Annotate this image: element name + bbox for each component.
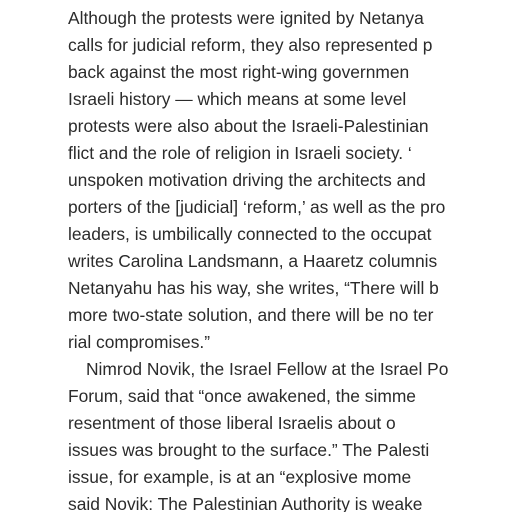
- paragraph-line: protests were also about the Israeli-Palestinian: [68, 116, 429, 136]
- paragraph-line: unspoken motivation driving the architects and: [68, 170, 426, 190]
- paragraph-line: Israeli history — which means at some level: [68, 89, 407, 109]
- paragraph-line: back against the most right-wing governmen: [68, 62, 410, 82]
- paragraph-line: said Novik: The Palestinian Authority is weake: [68, 494, 423, 512]
- paragraph-line: flict and the role of religion in Israeli society. ‘: [68, 143, 412, 163]
- paragraph-line: rial compromises.”: [68, 332, 211, 352]
- paragraph-line: porters of the [judicial] ‘reform,’ as well as the pro: [68, 197, 446, 217]
- paragraph-line: Forum, said that “once awakened, the simme: [68, 386, 416, 406]
- paragraph-line: writes Carolina Landsmann, a Haaretz columnis: [68, 251, 438, 271]
- paragraph-first-line: Nimrod Novik, the Israel Fellow at the Israel Po: [86, 359, 449, 379]
- paragraph-line: Although the protests were ignited by Netanya: [68, 8, 424, 28]
- paragraph-line: issues was brought to the surface.” The Palesti: [68, 440, 430, 460]
- paragraph-line: Netanyahu has his way, she writes, “There will b: [68, 278, 439, 298]
- paragraph-line: resentment of those liberal Israelis about o: [68, 413, 396, 433]
- paragraph-line: issue, for example, is at an “explosive mome: [68, 467, 412, 487]
- paragraph-line: calls for judicial reform, they also represented p: [68, 35, 433, 55]
- paragraph-line: leaders, is umbilically connected to the occupat: [68, 224, 432, 244]
- paragraph-line: more two-state solution, and there will be no ter: [68, 305, 434, 325]
